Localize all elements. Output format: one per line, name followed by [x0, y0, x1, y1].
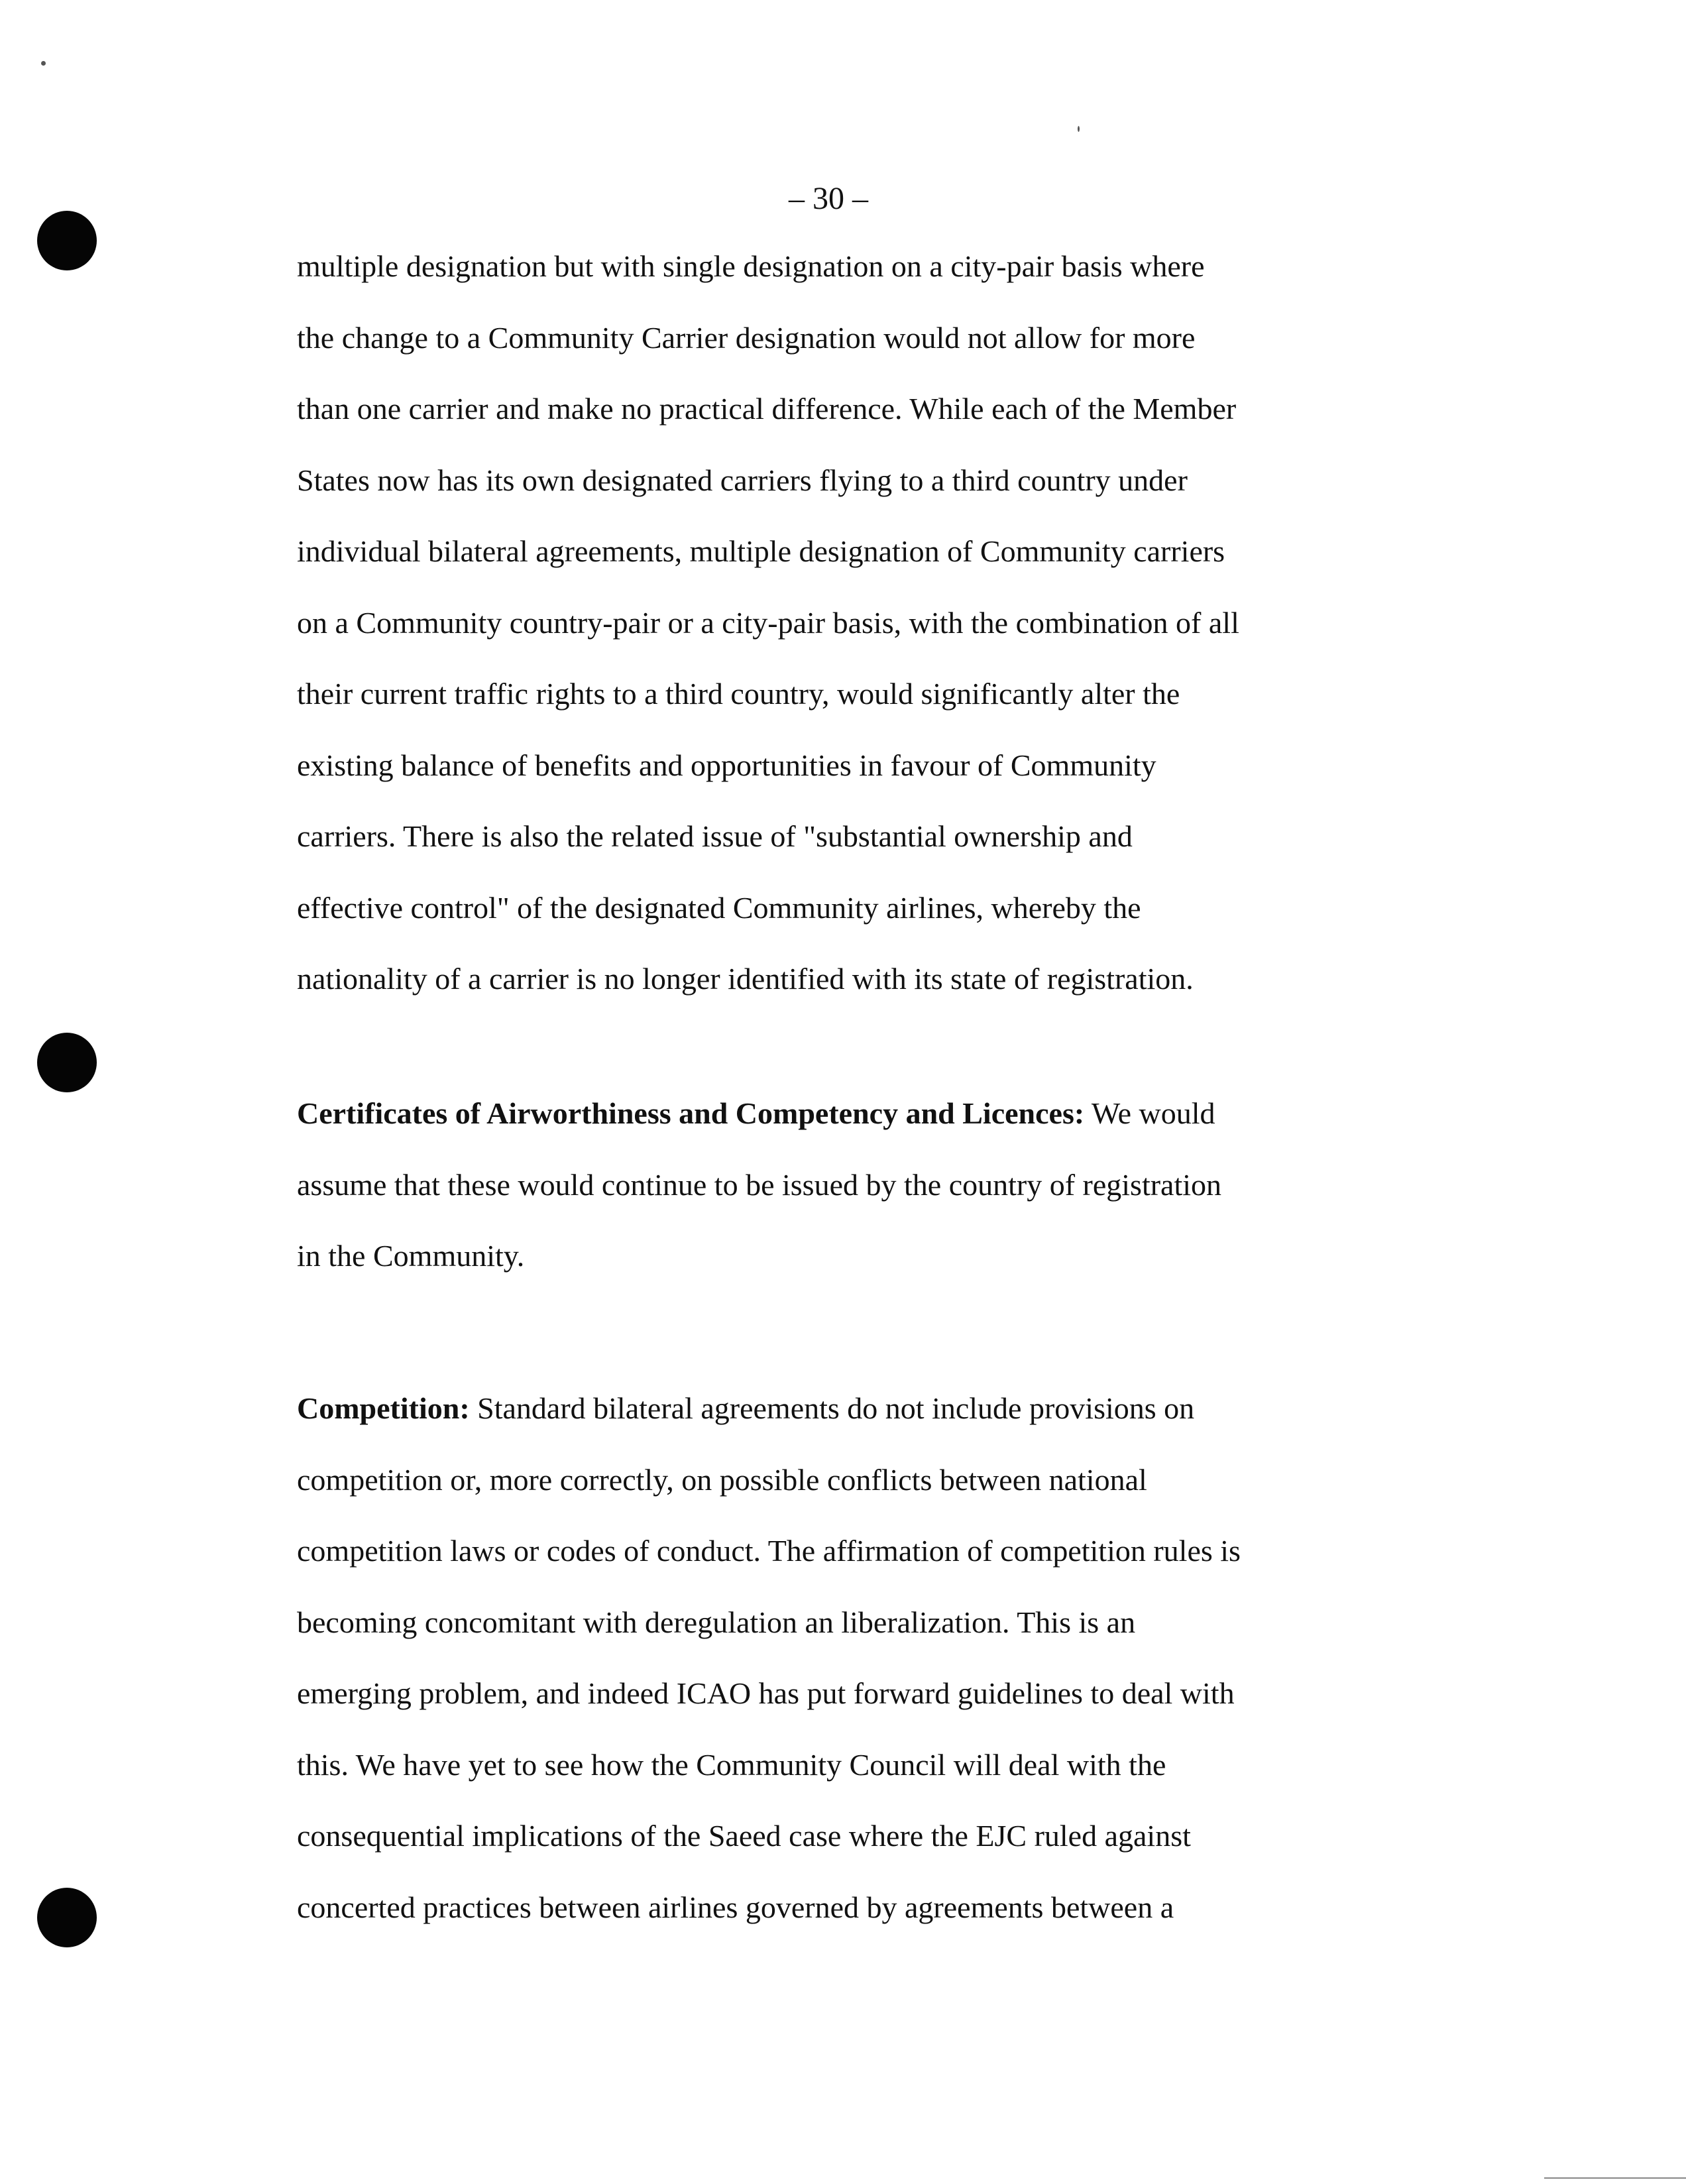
- text-line: their current traffic rights to a third country, would significantly alter the: [297, 677, 1180, 711]
- text-line: competition laws or codes of conduct. The affirmation of competition rules is: [297, 1534, 1241, 1568]
- scan-edge-line: [1544, 2177, 1686, 2179]
- scan-speck: [1078, 126, 1080, 132]
- text-line: the change to a Community Carrier designation would not allow for more: [297, 320, 1196, 355]
- section-heading-certificates: Certificates of Airworthiness and Competency and Licences:: [297, 1096, 1085, 1130]
- text-line: individual bilateral agreements, multiple designation of Community carriers: [297, 534, 1225, 568]
- page-number: – 30 –: [789, 181, 868, 216]
- text-line: [297, 1092, 1390, 1164]
- text-line: assume that these would continue to be issued by the country of registration: [297, 1167, 1222, 1202]
- text-line: competition or, more correctly, on possible conflicts between national: [297, 1462, 1147, 1497]
- text-line: existing balance of benefits and opportunities in favour of Community: [297, 748, 1156, 782]
- paragraph-competition: [297, 1387, 1390, 1957]
- text-line: in the Community.: [297, 1239, 525, 1273]
- text-line: this. We have yet to see how the Community Council will deal with the: [297, 1747, 1166, 1782]
- punch-hole-top: [37, 211, 97, 270]
- section-heading-competition: Competition:: [297, 1391, 470, 1425]
- text-line: effective control" of the designated Community airlines, whereby the: [297, 890, 1141, 925]
- text-line: on a Community country-pair or a city-pair basis, with the combination of all: [297, 605, 1239, 640]
- paragraph-certificates: [297, 1092, 1390, 1306]
- punch-hole-bottom: [37, 1888, 97, 1947]
- text-line: than one carrier and make no practical difference. While each of the Member: [297, 392, 1237, 426]
- text-line: nationality of a carrier is no longer identified with its state of registration.: [297, 962, 1194, 996]
- scan-speck: [41, 61, 46, 66]
- text-line: multiple designation but with single designation on a city-pair basis where: [297, 249, 1205, 283]
- text-line: consequential implications of the Saeed case where the EJC ruled against: [297, 1819, 1191, 1853]
- text-line: concerted practices between airlines governed by agreements between a: [297, 1890, 1174, 1924]
- text-line: emerging problem, and indeed ICAO has put forward guidelines to deal with: [297, 1676, 1235, 1710]
- text-line: States now has its own designated carriers flying to a third country under: [297, 463, 1188, 497]
- paragraph-designation: [297, 245, 1390, 1029]
- text-run: Standard bilateral agreements do not include provisions on: [469, 1391, 1195, 1425]
- text-line: carriers. There is also the related issue of "substantial ownership and: [297, 819, 1133, 853]
- punch-hole-middle: [37, 1033, 97, 1092]
- text-line: becoming concomitant with deregulation an liberalization. This is an: [297, 1605, 1136, 1639]
- text-run: We would: [1084, 1096, 1215, 1130]
- text-line: [297, 1387, 1390, 1459]
